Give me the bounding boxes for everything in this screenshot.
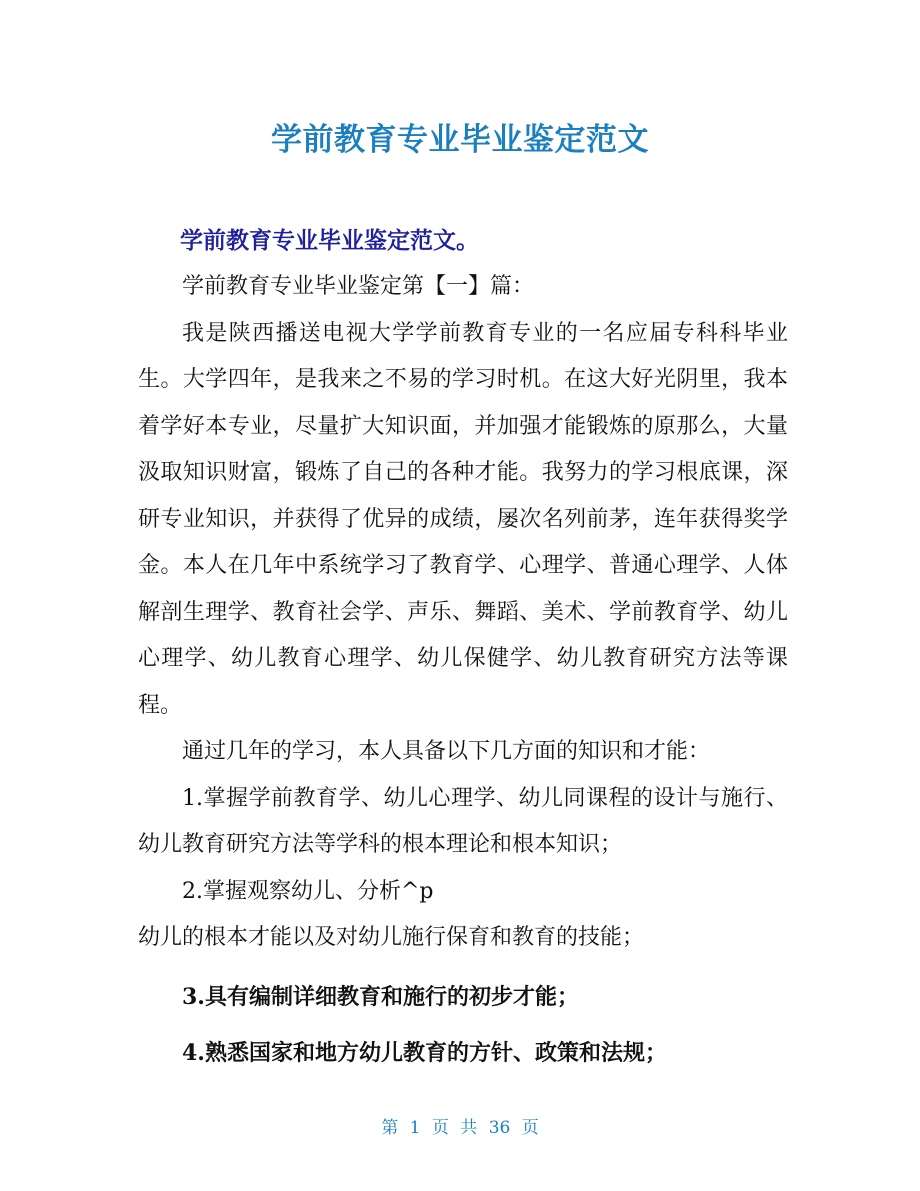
document-subtitle: 学前教育专业毕业鉴定范文。 [180, 228, 479, 254]
paragraph-item-2: 2.掌握观察幼儿、分析^p [182, 878, 434, 904]
paragraph-item-3: 3.具有编制详细教育和施行的初步才能； [182, 983, 579, 1010]
paragraph-abilities-lead: 通过几年的学习，本人具备以下几方面的知识和才能： [182, 739, 711, 764]
page-footer: 第 1 页 共 36 页 [381, 1118, 539, 1138]
paragraph-intro: 我是陕西播送电视大学学前教育专业的一名应届专科科毕业生。大学四年，是我来之不易的学习时机。在这大好光阴里，我本着学好本专业，尽量扩大知识面，并加强才能锻炼的原那么，大量汲取知识财富，锻炼了自己的各种才能。我努力的学习根底课，深研专业知识，并获得了优异的成绩，屡次名列前茅，连年获得奖学金。本人在几年中系统学习了教育学、心理学、普通心理学、人体解剖生理学、教育社会学、声乐、舞蹈、美术、学前教育学、幼儿心理学、幼儿教育心理学、幼儿保健学、幼儿教育研究方法等课程。 [138, 320, 788, 718]
paragraph-item-1: 1.掌握学前教育学、幼儿心理学、幼儿同课程的设计与施行、幼儿教育研究方法等学科的根本理论和根本知识； [138, 785, 788, 857]
paragraph-item-4: 4.熟悉国家和地方幼儿教育的方针、政策和法规； [182, 1039, 667, 1066]
document-title: 学前教育专业毕业鉴定范文 [271, 122, 649, 158]
document-body [138, 264, 788, 1076]
paragraph-item-2-continued: 幼儿的根本才能以及对幼儿施行保育和教育的技能； [138, 925, 645, 950]
paragraph-section-heading: 学前教育专业毕业鉴定第【一】篇： [182, 274, 535, 299]
